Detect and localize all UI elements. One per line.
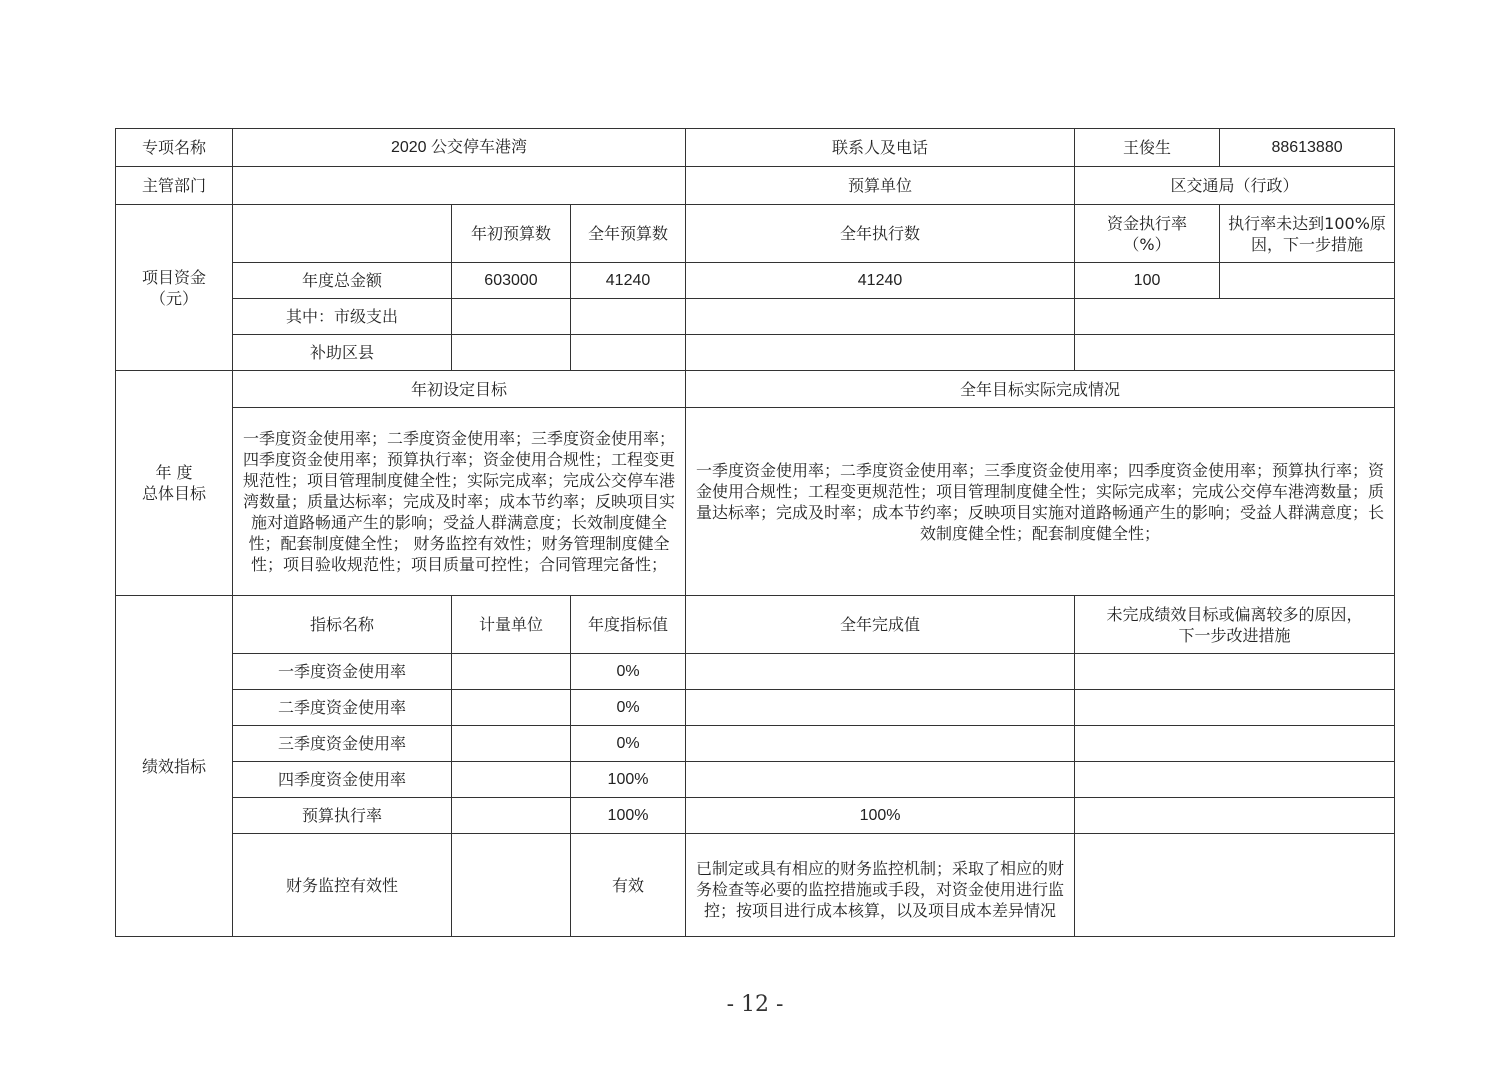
kpi-col-reason: 未完成绩效目标或偏离较多的原因，下一步改进措施 [1075, 596, 1395, 654]
kpi-row-reason [1075, 762, 1395, 798]
funds-row-exec [686, 299, 1075, 335]
col-initial-budget: 年初预算数 [452, 205, 571, 263]
contact-name: 王俊生 [1075, 129, 1220, 167]
funds-header-empty [233, 205, 452, 263]
kpi-row-unit [452, 726, 571, 762]
table-row [116, 798, 1395, 834]
table-row [116, 762, 1395, 798]
table-row [116, 834, 1395, 937]
kpi-row-target: 100% [571, 798, 686, 834]
kpi-col-actual: 全年完成值 [686, 596, 1075, 654]
kpi-row-unit [452, 798, 571, 834]
project-name-value: 2020 公交停车港湾 [233, 129, 686, 167]
kpi-row-unit [452, 690, 571, 726]
col-execution: 全年执行数 [686, 205, 1075, 263]
kpi-col-name: 指标名称 [233, 596, 452, 654]
table-row [116, 263, 1395, 299]
page-number: - 12 - [726, 992, 784, 1017]
kpi-col-target: 年度指标值 [571, 596, 686, 654]
kpi-row-actual: 100% [686, 798, 1075, 834]
kpi-row-name: 财务监控有效性 [233, 834, 452, 937]
funds-label: 项目资金（元） [116, 205, 233, 371]
kpi-row-name: 四季度资金使用率 [233, 762, 452, 798]
kpi-row-reason [1075, 798, 1395, 834]
funds-row-full [571, 299, 686, 335]
funds-row-label: 补助区县 [233, 335, 452, 371]
kpi-row-unit [452, 654, 571, 690]
kpi-row-target: 0% [571, 726, 686, 762]
kpi-row-actual [686, 690, 1075, 726]
kpi-row-target: 有效 [571, 834, 686, 937]
funds-row-initial [452, 335, 571, 371]
funds-row-rate [1075, 335, 1395, 371]
kpi-row-actual [686, 726, 1075, 762]
funds-row-exec: 41240 [686, 263, 1075, 299]
funds-row-label: 年度总金额 [233, 263, 452, 299]
kpi-row-reason [1075, 726, 1395, 762]
table-row [116, 335, 1395, 371]
table-row [116, 690, 1395, 726]
col-rate-reason: 执行率未达到100%原因，下一步措施 [1220, 205, 1395, 263]
kpi-row-name: 二季度资金使用率 [233, 690, 452, 726]
table-row [116, 299, 1395, 335]
col-full-budget: 全年预算数 [571, 205, 686, 263]
goals-col-initial: 年初设定目标 [233, 371, 686, 408]
kpi-row-actual [686, 762, 1075, 798]
kpi-col-unit: 计量单位 [452, 596, 571, 654]
budget-unit-value: 区交通局（行政） [1075, 167, 1395, 205]
table-row [116, 726, 1395, 762]
kpi-row-unit [452, 834, 571, 937]
department-label: 主管部门 [116, 167, 233, 205]
kpi-row-actual: 已制定或具有相应的财务监控机制；采取了相应的财务检查等必要的监控措施或手段，对资金使用进行监控；按项目进行成本核算，以及项目成本差异情况 [686, 834, 1075, 937]
kpi-row-name: 一季度资金使用率 [233, 654, 452, 690]
kpi-row-target: 100% [571, 762, 686, 798]
kpi-row-reason [1075, 654, 1395, 690]
kpi-row-target: 0% [571, 690, 686, 726]
kpi-row-unit [452, 762, 571, 798]
goals-col-actual: 全年目标实际完成情况 [686, 371, 1395, 408]
funds-row-initial [452, 299, 571, 335]
kpi-row-name: 三季度资金使用率 [233, 726, 452, 762]
project-name-label: 专项名称 [116, 129, 233, 167]
funds-row-label: 其中：市级支出 [233, 299, 452, 335]
goals-label: 年 度 总体目标 [116, 371, 233, 596]
goals-initial-text: 一季度资金使用率；二季度资金使用率；三季度资金使用率；四季度资金使用率；预算执行率；资金使用合规性；工程变更规范性；项目管理制度健全性；实际完成率；完成公交停车港湾数量；质量达标率；完成及时率；成本节约率；反映项目实施对道路畅通产生的影响；受益人群满意度；长效制度健全性；配套制度健全性； 财务监控有效性；财务管理制度健全性；项目验收规范性；项目质量可控性；合同管理完备性； [233, 408, 686, 596]
contact-phone: 88613880 [1220, 129, 1395, 167]
budget-unit-label: 预算单位 [686, 167, 1075, 205]
department-value [233, 167, 686, 205]
kpi-row-reason [1075, 834, 1395, 937]
kpi-row-target: 0% [571, 654, 686, 690]
funds-row-initial: 603000 [452, 263, 571, 299]
funds-row-rate: 100 [1075, 263, 1220, 299]
col-execution-rate: 资金执行率（%） [1075, 205, 1220, 263]
performance-table [115, 128, 1395, 937]
contact-label: 联系人及电话 [686, 129, 1075, 167]
kpi-row-reason [1075, 690, 1395, 726]
funds-row-exec [686, 335, 1075, 371]
goals-actual-text: 一季度资金使用率；二季度资金使用率；三季度资金使用率；四季度资金使用率；预算执行率；资金使用合规性；工程变更规范性；项目管理制度健全性；实际完成率；完成公交停车港湾数量；质量达标率；完成及时率；成本节约率；反映项目实施对道路畅通产生的影响；受益人群满意度；长效制度健全性；配套制度健全性； [686, 408, 1395, 596]
funds-row-full [571, 335, 686, 371]
kpi-row-name: 预算执行率 [233, 798, 452, 834]
funds-row-rate [1075, 299, 1395, 335]
table-row [116, 654, 1395, 690]
kpi-row-actual [686, 654, 1075, 690]
funds-row-full: 41240 [571, 263, 686, 299]
kpi-label: 绩效指标 [116, 596, 233, 937]
funds-row-reason [1220, 263, 1395, 299]
